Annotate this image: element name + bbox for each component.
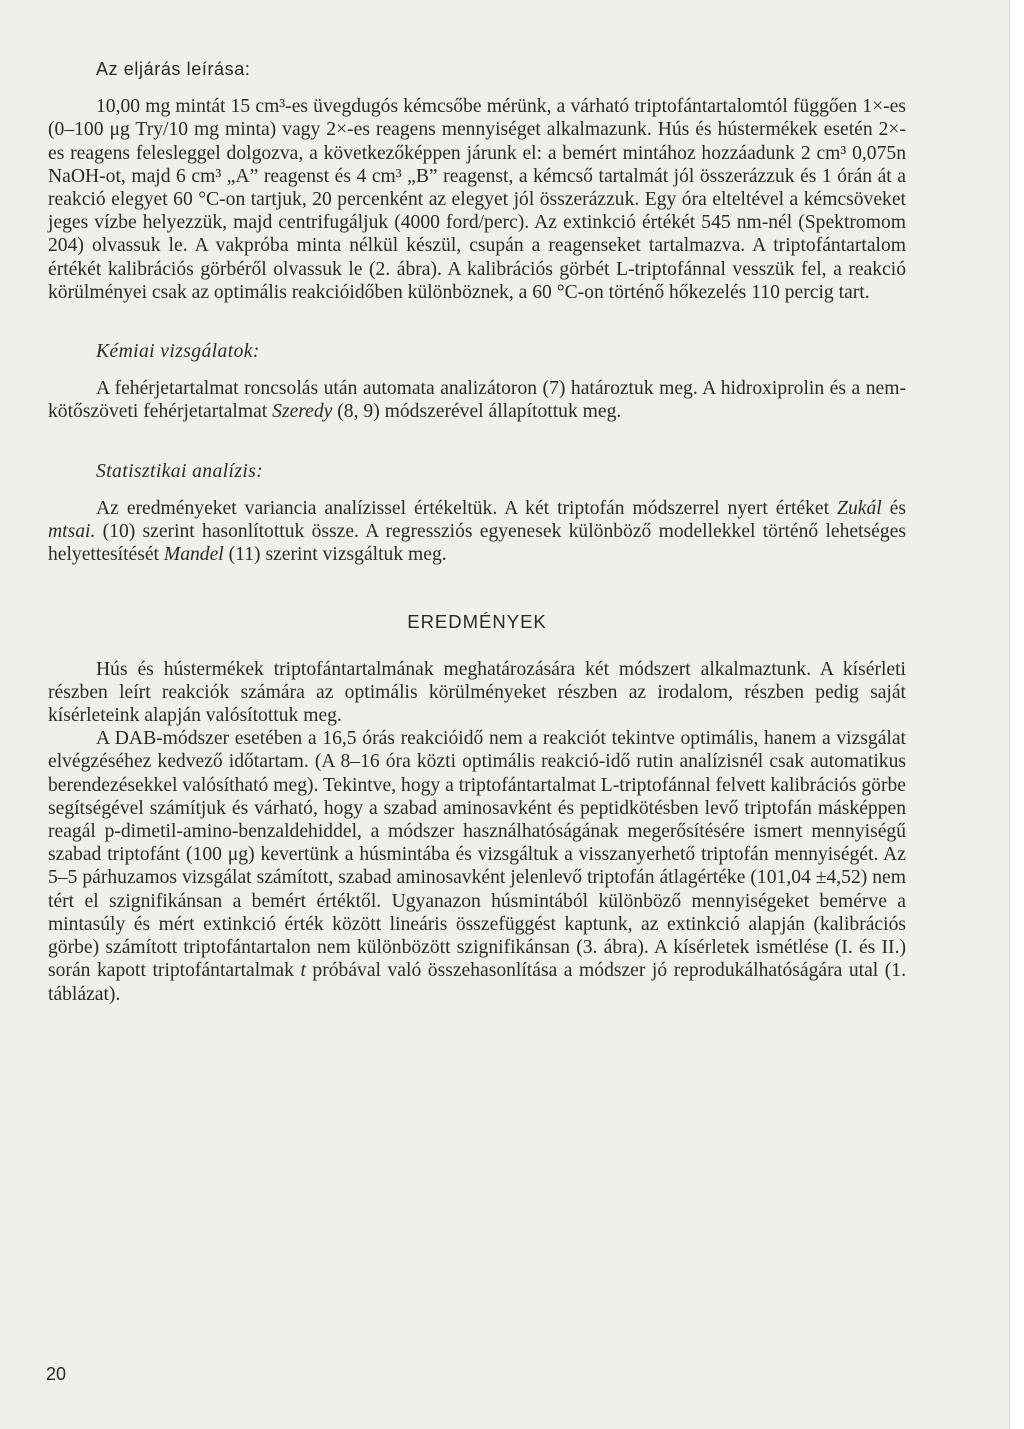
results-text-1: A DAB-módszer esetében a 16,5 órás reakcióidő nem a reakciót tekintve optimális, hanem a vizsgálat elvégzéséhez kedvező időtartam. (A 8–16 óra közti optimális reakció-idő rutin analízisnél csak automatikus berendezésekkel valósítható meg). Tekintve, hogy a triptofántartalmat L-triptofánnal felvett kalibrációs görbe segítségével számítjuk és várható, hogy a szabad aminosavként és peptidkötésben levő triptofán másképpen reagál p-dimetil-amino-benzaldehiddel, a módszer használhatóságának megerősítésére ismert mennyiségű szabad triptofánt (100 μg) kevertünk a húsmintába és vizsgáltuk a visszanyerhető triptofán mennyiségét. Az 5–5 párhuzamos vizsgálat számított, szabad aminosavként jelenlevő triptofán átlagértéke (101,04 ±4,52) nem tért el szignifikánsan a bemért értéktől. Ugyanazon húsmintából különböző mennyiségeket bemérve a mintasúly és mért extinkció érték között lineáris összefüggést kaptunk, az extinkció alapján (kalibrációs görbe) számított triptofántartalon nem különbözött szignifikánsan (3. ábra). A kísérletek ismétlése (I. és II.) során kapott triptofántartalmak: [48, 728, 906, 982]
statistics-text-3: (11) szerint vizsgáltuk meg.: [223, 544, 447, 566]
chemical-paragraph: [48, 377, 906, 423]
results-paragraph-1: Hús és hústermékek triptofántartalmának meghatározására két módszert alkalmaztunk. A kísérleti részben leírt reakciók számára az optimális körülményeket részben az irodalom, részben pedig saját kísérleteink alapján valósítottuk meg.: [48, 658, 906, 727]
page-number: 20: [46, 1364, 67, 1384]
statistics-paragraph: [48, 497, 906, 567]
text-column: [48, 58, 906, 1006]
author-szeredy: Szeredy: [272, 401, 333, 423]
chemical-text-1: A fehérjetartalmat roncsolás után automata analizátoron (7) határoztuk meg. A hidroxiprolin és a nem-kötőszöveti fehérjetartalmat: [48, 378, 906, 423]
chemical-text-2: (8, 9) módszerével állapítottuk meg.: [332, 401, 622, 423]
chemical-heading: Kémiai vizsgálatok:: [96, 341, 260, 363]
results-text-2: próbával való összehasonlítása a módszer jó reprodukálhatóságára utal (1. táblázat).: [48, 960, 906, 1005]
statistics-text-1: Az eredményeket variancia analízissel értékeltük. A két triptofán módszerrel nyert értéket: [96, 497, 838, 519]
author-zukal: Zukál: [837, 497, 882, 519]
statistics-conj: és: [881, 497, 906, 519]
results-heading: EREDMÉNYEK: [407, 611, 547, 633]
author-mtsai: mtsai.: [48, 521, 96, 543]
t-test-variable: t: [300, 960, 306, 982]
procedure-paragraph: 10,00 mg mintát 15 cm³-es üvegdugós kémcsőbe mérünk, a várható triptofántartalomtól függően 1×-es (0–100 μg Try/10 mg minta) vagy 2×-es reagens mennyiséget alkalmazunk. Hús és hústermékek esetén 2×-es reagens felesleggel dolgozva, a következőképpen járunk el: a bemért mintához hozzáadunk 2 cm³ 0,075n NaOH-ot, majd 6 cm³ „A” reagenst és 4 cm³ „B” reagenst, a kémcső tartalmát jól összerázzuk és 1 órán át a reakció elegyet 60 °C-on tartjuk, 20 percenként az elegyet jól összerázzuk. Egy óra elteltével a kémcsöveket jeges vízbe helyezzük, majd centrifugáljuk (4000 ford/perc). Az extinkció értékét 545 nm-nél (Spektromom 204) olvassuk le. A vakpróba minta nélkül készül, csupán a reagenseket tartalmazva. A triptofántartalom értékét kalibrációs görbéről olvassuk le (2. ábra). A kalibrációs görbét L-triptofánnal vesszük fel, a reakció körülményei csak az optimális reakcióidőben különböznek, a 60 °C-on történő hőkezelés 110 percig tart.: [48, 96, 906, 303]
statistics-heading: Statisztikai analízis:: [96, 460, 264, 482]
procedure-heading: Az eljárás leírása:: [96, 59, 251, 79]
results-paragraph-2: [48, 727, 906, 1005]
statistics-text-2: (10) szerint hasonlítottuk össze. A regressziós egyenesek különböző modellekkel történő lehetséges helyettesítését: [48, 521, 906, 566]
page-edge: [1009, 0, 1024, 1429]
author-mandel: Mandel: [163, 544, 224, 566]
